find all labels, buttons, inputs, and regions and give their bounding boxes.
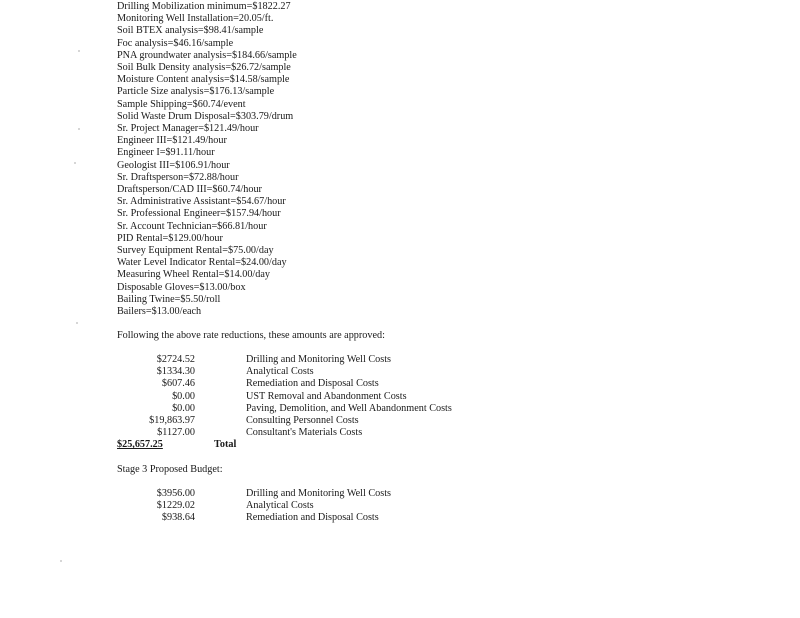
approved-intro: Following the above rate reductions, these amounts are approved:: [117, 330, 385, 341]
scan-speck: [74, 162, 76, 164]
budget-amount: $1334.30: [156, 366, 195, 378]
scan-speck: [60, 560, 62, 562]
rate-item: Sr. Administrative Assistant=$54.67/hour: [117, 196, 286, 208]
budget-label: Analytical Costs: [246, 366, 314, 378]
rate-item: Drilling Mobilization minimum=$1822.27: [117, 1, 291, 12]
rate-item: Engineer I=$91.11/hour: [117, 147, 215, 159]
budget-amount: $1127.00: [157, 427, 195, 439]
scan-speck: [76, 322, 78, 324]
rate-item: PNA groundwater analysis=$184.66/sample: [117, 49, 297, 61]
budget-total-row: [117, 439, 517, 451]
budget-amount: $607.46: [161, 378, 195, 390]
rate-item: Water Level Indicator Rental=$24.00/day: [117, 257, 287, 269]
budget-label: Consultant's Materials Costs: [246, 427, 363, 439]
rate-item: Sr. Project Manager=$121.49/hour: [117, 123, 259, 135]
budget-total-amount: $25,657.25: [117, 439, 163, 451]
budget-label: Consulting Personnel Costs: [246, 414, 359, 426]
rate-item: Sr. Professional Engineer=$157.94/hour: [117, 208, 281, 220]
stage3-heading: Stage 3 Proposed Budget:: [117, 464, 223, 475]
rate-item: Soil Bulk Density analysis=$26.72/sample: [117, 62, 291, 74]
scan-speck: [78, 128, 80, 130]
rate-item: Particle Size analysis=$176.13/sample: [117, 86, 275, 98]
budget-amount: $938.64: [161, 512, 195, 524]
budget-amount: $2724.52: [156, 354, 195, 365]
budget-amount: $0.00: [172, 390, 195, 402]
rate-item: Bailing Twine=$5.50/roll: [117, 293, 221, 305]
rate-item: Sr. Account Technician=$66.81/hour: [117, 220, 267, 232]
rate-item: Measuring Wheel Rental=$14.00/day: [117, 269, 270, 281]
scan-speck: [78, 50, 80, 52]
budget-row: [117, 403, 517, 415]
rate-item: Moisture Content analysis=$14.58/sample: [117, 74, 290, 86]
rate-item: PID Rental=$129.00/hour: [117, 232, 223, 244]
rate-item: Engineer III=$121.49/hour: [117, 135, 227, 147]
budget-total-label: Total: [214, 439, 237, 451]
rate-item: Disposable Gloves=$13.00/box: [117, 281, 246, 293]
budget-row: [117, 500, 517, 512]
budget-row: [117, 391, 517, 403]
budget-row: [117, 427, 517, 439]
rate-item: Monitoring Well Installation=20.05/ft.: [117, 13, 274, 25]
budget-row: [117, 378, 517, 390]
budget-label: UST Removal and Abandonment Costs: [246, 390, 407, 402]
budget-row: [117, 415, 517, 427]
budget-amount: $19,863.97: [149, 414, 195, 426]
rate-item: Draftsperson/CAD III=$60.74/hour: [117, 184, 262, 196]
rate-item: Sample Shipping=$60.74/event: [117, 98, 246, 110]
rate-item: Soil BTEX analysis=$98.41/sample: [117, 25, 264, 37]
rate-item: Survey Equipment Rental=$75.00/day: [117, 245, 274, 257]
rate-item: Foc analysis=$46.16/sample: [117, 37, 234, 49]
approved-budget-table: [117, 354, 517, 452]
budget-row: [117, 488, 517, 500]
budget-row: [117, 366, 517, 378]
budget-label: Drilling and Monitoring Well Costs: [246, 354, 392, 365]
budget-label: Drilling and Monitoring Well Costs: [246, 488, 392, 499]
rate-item: Sr. Draftsperson=$72.88/hour: [117, 171, 239, 183]
budget-label: Remediation and Disposal Costs: [246, 512, 379, 524]
rate-list: [117, 1, 297, 318]
budget-label: Remediation and Disposal Costs: [246, 378, 379, 390]
stage3-budget-table: [117, 488, 517, 525]
budget-label: Paving, Demolition, and Well Abandonment Costs: [246, 402, 452, 414]
budget-amount: $3956.00: [156, 488, 195, 499]
budget-row: [117, 354, 517, 366]
rate-item: Bailers=$13.00/each: [117, 306, 202, 318]
budget-amount: $1229.02: [156, 500, 195, 512]
rate-item: Solid Waste Drum Disposal=$303.79/drum: [117, 110, 294, 122]
budget-row: [117, 512, 517, 524]
budget-amount: $0.00: [172, 402, 195, 414]
rate-item: Geologist III=$106.91/hour: [117, 159, 230, 171]
budget-label: Analytical Costs: [246, 500, 314, 512]
